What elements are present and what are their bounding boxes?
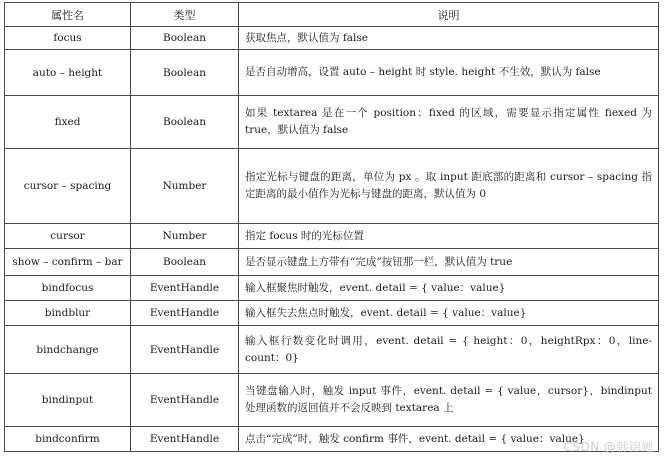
- table-row: [5, 27, 659, 50]
- attribute-type: Boolean: [131, 27, 239, 50]
- attribute-type: EventHandle: [131, 326, 239, 374]
- attribute-type: Number: [131, 149, 239, 224]
- attribute-name: cursor – spacing: [5, 149, 131, 224]
- header-type: 类型: [131, 3, 239, 27]
- attribute-description: 当键盘输入时，触发 input 事件，event. detail = { value，cursor}，bindinput 处理函数的返回值并不会反映到 textarea 上: [239, 374, 659, 427]
- attribute-description: 获取焦点，默认值为 false: [239, 27, 659, 50]
- table-row: [5, 96, 659, 149]
- watermark: CSDN @韩锦鲤: [563, 440, 654, 454]
- table-row: [5, 276, 659, 301]
- table-row: [5, 50, 659, 96]
- header-description: 说明: [239, 3, 659, 27]
- attribute-type: Boolean: [131, 96, 239, 149]
- table-row: [5, 149, 659, 224]
- attribute-name: bindfocus: [5, 276, 131, 301]
- table-row: [5, 427, 659, 452]
- attribute-type: EventHandle: [131, 276, 239, 301]
- attribute-name: bindconfirm: [5, 427, 131, 452]
- attribute-name: bindchange: [5, 326, 131, 374]
- attribute-type: Number: [131, 224, 239, 249]
- table-row: [5, 326, 659, 374]
- header-attribute-name: 属性名: [5, 3, 131, 27]
- attribute-name: fixed: [5, 96, 131, 149]
- attribute-name: bindblur: [5, 301, 131, 326]
- attribute-name: cursor: [5, 224, 131, 249]
- attribute-table: [4, 2, 659, 452]
- attribute-description: 如果 textarea 是在一个 position：fixed 的区域，需要显示指定属性 fiexed 为 true，默认值为 false: [239, 96, 659, 149]
- attribute-name: bindinput: [5, 374, 131, 427]
- table-row: [5, 374, 659, 427]
- attribute-description: 指定 focus 时的光标位置: [239, 224, 659, 249]
- table-row: [5, 301, 659, 326]
- attribute-type: EventHandle: [131, 427, 239, 452]
- table-header-row: [5, 3, 659, 27]
- attribute-description: 输入框行数变化时调用，event. detail = { height：0，heightRpx：0，line-count：0}: [239, 326, 659, 374]
- attribute-description: 输入框聚焦时触发，event. detail = { value：value}: [239, 276, 659, 301]
- attribute-description: 指定光标与键盘的距离，单位为 px 。取 input 距底部的距离和 cursor – spacing 指定距离的最小值作为光标与键盘的距离，默认值为 0: [239, 149, 659, 224]
- attribute-name: show – confirm – bar: [5, 249, 131, 276]
- attribute-description: 输入框失去焦点时触发，event. detail = { value：value}: [239, 301, 659, 326]
- attribute-description: 是否显示键盘上方带有“完成”按钮那一栏，默认值为 true: [239, 249, 659, 276]
- table-row: [5, 224, 659, 249]
- attribute-type: Boolean: [131, 249, 239, 276]
- attribute-type: Boolean: [131, 50, 239, 96]
- attribute-type: EventHandle: [131, 374, 239, 427]
- attribute-name: auto – height: [5, 50, 131, 96]
- attribute-name: focus: [5, 27, 131, 50]
- table-row: [5, 249, 659, 276]
- attribute-description: 是否自动增高，设置 auto – height 时 style. height 不生效，默认为 false: [239, 50, 659, 96]
- attribute-description: 点击“完成”时，触发 confirm 事件，event. detail = { value：value}: [239, 427, 659, 452]
- attribute-type: EventHandle: [131, 301, 239, 326]
